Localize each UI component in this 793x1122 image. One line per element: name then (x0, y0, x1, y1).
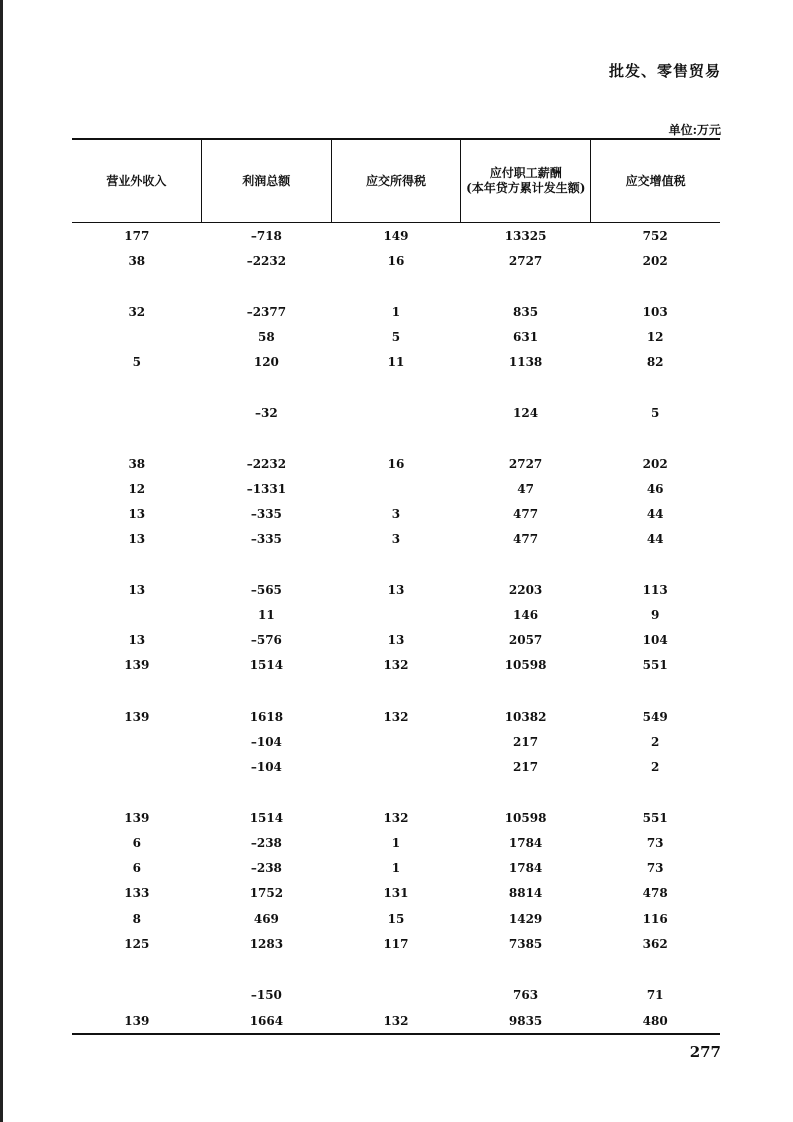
cell-payroll-payable: 10598 (504, 658, 547, 672)
column-header-payroll-payable: 应付职工薪酬 (本年贷方累计发生额) (461, 140, 591, 222)
cell-payroll-payable: 1784 (508, 836, 543, 850)
cell-vat-payable: 752 (642, 229, 668, 243)
cell-non-operating-income: 13 (128, 633, 146, 647)
cell-total-profit: –2377 (246, 305, 287, 319)
cell-income-tax-payable: 1 (391, 836, 401, 850)
cell-total-profit: 58 (258, 330, 275, 344)
cell-vat-payable: 73 (646, 861, 664, 875)
cell-non-operating-income (72, 985, 202, 1005)
table-row (72, 454, 720, 474)
column-header-income-tax-payable: 应交所得税 (332, 140, 462, 222)
column-header-non-operating-income: 营业外收入 (72, 140, 202, 222)
cell-non-operating-income: 38 (128, 254, 146, 268)
cell-non-operating-income: 32 (128, 305, 146, 319)
cell-total-profit: 11 (258, 608, 275, 622)
cell-total-profit: –2232 (246, 254, 287, 268)
cell-total-profit: 1618 (249, 710, 284, 724)
cell-payroll-payable: 631 (513, 330, 539, 344)
cell-non-operating-income: 139 (124, 710, 150, 724)
cell-non-operating-income: 6 (132, 836, 141, 850)
table-row (72, 605, 720, 625)
page-edge-rule (0, 0, 3, 1122)
cell-vat-payable: 103 (642, 305, 668, 319)
unit-label: 单位:万元 (668, 123, 721, 137)
cell-payroll-payable: 477 (513, 507, 539, 521)
cell-income-tax-payable: 16 (387, 254, 405, 268)
cell-payroll-payable: 2727 (508, 457, 543, 471)
cell-non-operating-income (72, 605, 202, 625)
cell-non-operating-income: 13 (128, 583, 146, 597)
cell-non-operating-income (72, 327, 202, 347)
table-row (72, 226, 720, 246)
table-row (72, 934, 720, 954)
table-row (72, 529, 720, 549)
cell-vat-payable: 5 (650, 406, 660, 420)
cell-payroll-payable: 1429 (508, 912, 543, 926)
cell-vat-payable: 113 (642, 583, 668, 597)
cell-income-tax-payable: 3 (391, 532, 401, 546)
cell-total-profit: –238 (250, 836, 282, 850)
cell-non-operating-income (72, 732, 202, 752)
cell-payroll-payable: 2203 (508, 583, 543, 597)
cell-total-profit: 469 (253, 912, 279, 926)
cell-income-tax-payable: 131 (383, 886, 409, 900)
cell-non-operating-income (72, 403, 202, 423)
cell-income-tax-payable: 149 (383, 229, 409, 243)
table-row (72, 504, 720, 524)
table-row (72, 757, 720, 777)
cell-vat-payable: 480 (642, 1014, 668, 1028)
cell-vat-payable: 2 (650, 760, 660, 774)
cell-total-profit: –104 (250, 760, 282, 774)
table-row (72, 1011, 720, 1031)
table-bottom-rule (72, 1033, 720, 1035)
cell-income-tax-payable: 117 (383, 937, 409, 951)
cell-vat-payable: 549 (642, 710, 668, 724)
cell-income-tax-payable: 132 (383, 658, 409, 672)
cell-payroll-payable: 146 (513, 608, 539, 622)
cell-total-profit: 1752 (249, 886, 284, 900)
column-header-total-profit: 利润总额 (202, 140, 332, 222)
table-header (72, 140, 720, 222)
cell-payroll-payable: 13325 (504, 229, 547, 243)
cell-total-profit: 1514 (249, 811, 284, 825)
table-row (72, 985, 720, 1005)
table-row (72, 327, 720, 347)
cell-total-profit: –238 (250, 861, 282, 875)
cell-non-operating-income: 13 (128, 532, 146, 546)
cell-payroll-payable: 124 (513, 406, 539, 420)
cell-non-operating-income: 133 (124, 886, 150, 900)
cell-vat-payable: 551 (642, 811, 668, 825)
cell-payroll-payable: 2727 (508, 254, 543, 268)
cell-income-tax-payable: 13 (387, 633, 405, 647)
cell-vat-payable: 202 (642, 457, 668, 471)
table-row (72, 732, 720, 752)
cell-income-tax-payable: 5 (391, 330, 401, 344)
cell-income-tax-payable: 16 (387, 457, 405, 471)
table-row (72, 883, 720, 903)
cell-income-tax-payable (331, 605, 461, 625)
cell-total-profit: –718 (250, 229, 282, 243)
cell-payroll-payable: 217 (513, 760, 539, 774)
cell-payroll-payable: 763 (513, 988, 539, 1002)
cell-vat-payable: 2 (650, 735, 660, 749)
cell-income-tax-payable: 132 (383, 811, 409, 825)
cell-non-operating-income: 13 (128, 507, 146, 521)
table-row (72, 808, 720, 828)
table-row (72, 479, 720, 499)
cell-total-profit: –150 (250, 988, 282, 1002)
cell-total-profit: –335 (250, 507, 282, 521)
cell-payroll-payable: 7385 (508, 937, 543, 951)
cell-vat-payable: 12 (646, 330, 664, 344)
cell-non-operating-income: 139 (124, 811, 150, 825)
cell-vat-payable: 46 (646, 482, 664, 496)
cell-total-profit: –1331 (246, 482, 287, 496)
cell-vat-payable: 9 (650, 608, 660, 622)
cell-vat-payable: 116 (642, 912, 668, 926)
cell-payroll-payable: 1784 (508, 861, 543, 875)
cell-vat-payable: 551 (642, 658, 668, 672)
cell-payroll-payable: 9835 (508, 1014, 543, 1028)
table-row (72, 352, 720, 372)
cell-payroll-payable: 835 (513, 305, 539, 319)
cell-payroll-payable: 1138 (508, 355, 543, 369)
cell-total-profit: –576 (250, 633, 282, 647)
cell-vat-payable: 104 (642, 633, 668, 647)
cell-income-tax-payable (331, 403, 461, 423)
cell-vat-payable: 82 (646, 355, 664, 369)
data-table (72, 138, 720, 1035)
table-row (72, 655, 720, 675)
cell-non-operating-income: 8 (132, 912, 141, 926)
cell-income-tax-payable (331, 479, 461, 499)
cell-total-profit: –335 (250, 532, 282, 546)
cell-income-tax-payable: 3 (391, 507, 401, 521)
cell-income-tax-payable (331, 757, 461, 777)
cell-total-profit: –104 (250, 735, 282, 749)
cell-vat-payable: 71 (646, 988, 664, 1002)
section-title: 批发、零售贸易 (608, 62, 721, 80)
table-row (72, 580, 720, 600)
cell-non-operating-income: 38 (128, 457, 146, 471)
cell-non-operating-income: 177 (124, 229, 150, 243)
cell-payroll-payable: 2057 (508, 633, 543, 647)
cell-vat-payable: 478 (642, 886, 668, 900)
cell-total-profit: 1514 (249, 658, 284, 672)
cell-income-tax-payable: 132 (383, 1014, 409, 1028)
cell-total-profit: 120 (253, 355, 279, 369)
page-number: 277 (689, 1043, 721, 1061)
cell-payroll-payable: 217 (513, 735, 539, 749)
cell-total-profit: –32 (255, 406, 278, 420)
cell-income-tax-payable: 11 (387, 355, 405, 369)
table-body (72, 223, 720, 1033)
table-row (72, 707, 720, 727)
cell-income-tax-payable: 15 (387, 912, 405, 926)
cell-vat-payable: 44 (646, 507, 664, 521)
table-row (72, 251, 720, 271)
cell-vat-payable: 202 (642, 254, 668, 268)
cell-income-tax-payable (331, 985, 461, 1005)
cell-payroll-payable: 47 (517, 482, 534, 496)
cell-income-tax-payable: 132 (383, 710, 409, 724)
cell-non-operating-income: 12 (128, 482, 146, 496)
table-row (72, 833, 720, 853)
cell-payroll-payable: 8814 (508, 886, 543, 900)
cell-non-operating-income: 5 (132, 355, 141, 369)
cell-non-operating-income: 6 (132, 861, 141, 875)
cell-total-profit: –565 (250, 583, 282, 597)
cell-non-operating-income: 139 (124, 1014, 150, 1028)
cell-total-profit: –2232 (246, 457, 287, 471)
cell-non-operating-income: 125 (124, 937, 150, 951)
cell-vat-payable: 73 (646, 836, 664, 850)
cell-payroll-payable: 10598 (504, 811, 547, 825)
cell-total-profit: 1283 (249, 937, 284, 951)
cell-income-tax-payable: 1 (391, 305, 401, 319)
cell-payroll-payable: 477 (513, 532, 539, 546)
cell-income-tax-payable: 1 (391, 861, 401, 875)
cell-income-tax-payable (331, 732, 461, 752)
column-header-vat-payable: 应交增值税 (625, 173, 686, 188)
cell-non-operating-income (72, 757, 202, 777)
cell-non-operating-income: 139 (124, 658, 150, 672)
cell-total-profit: 1664 (249, 1014, 284, 1028)
cell-payroll-payable: 10382 (504, 710, 547, 724)
cell-vat-payable: 362 (642, 937, 668, 951)
table-row (72, 302, 720, 322)
table-row (72, 909, 720, 929)
table-row (72, 858, 720, 878)
cell-vat-payable: 44 (646, 532, 664, 546)
table-row (72, 403, 720, 423)
table-row (72, 630, 720, 650)
cell-income-tax-payable: 13 (387, 583, 405, 597)
